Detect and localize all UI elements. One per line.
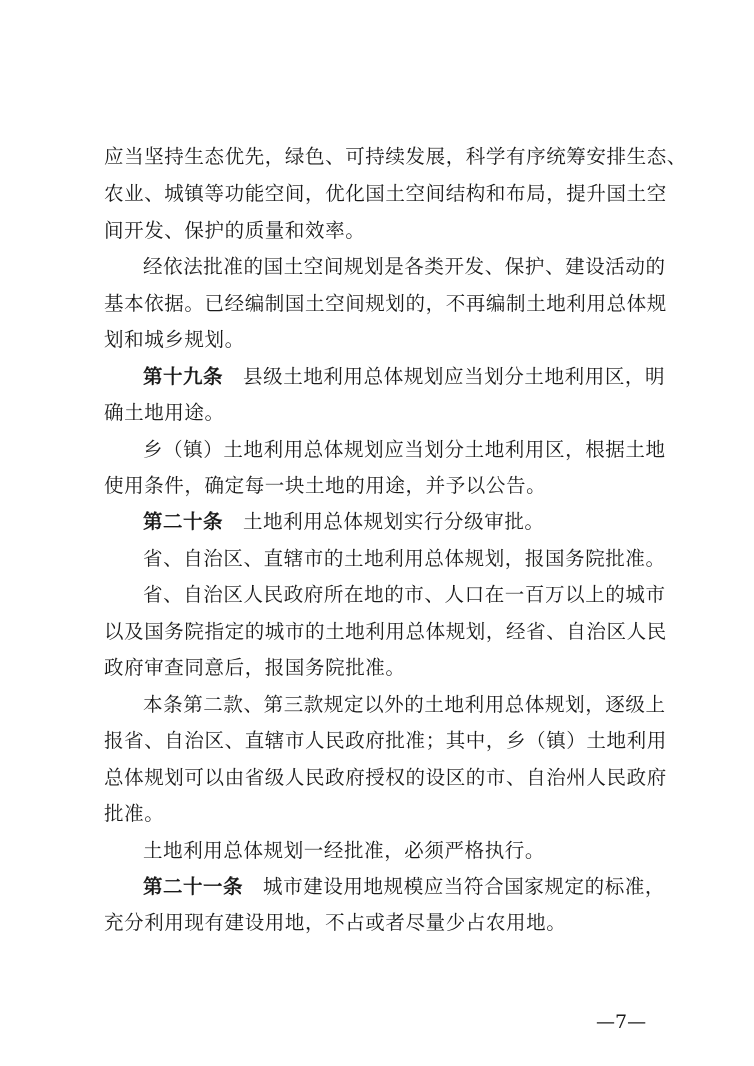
text-line: 使用条件，确定每一块土地的用途，并予以公告。 — [104, 474, 547, 497]
text-line: 乡（镇）土地利用总体规划应当划分土地利用区，根据土地 — [143, 438, 666, 461]
text-span: 土地利用总体规划实行分级审批。 — [243, 510, 545, 533]
text-line: 土地利用总体规划一经批准，必须严格执行。 — [143, 839, 546, 862]
article-heading: 第二十一条 — [143, 875, 244, 898]
text-line: 间开发、保护的质量和效率。 — [104, 219, 366, 242]
text-line: 省、自治区、直辖市的土地利用总体规划，报国务院批准。 — [143, 547, 666, 570]
page-number: —7— — [596, 1011, 647, 1033]
article-paragraph-line — [143, 874, 665, 900]
text-line: 基本依据。已经编制国土空间规划的，不再编制土地利用总体规 — [104, 292, 667, 315]
text-line: 总体规划可以由省级人民政府授权的设区的市、自治州人民政府 — [104, 766, 667, 789]
text-line: 充分利用现有建设用地，不占或者尽量少占农用地。 — [104, 911, 567, 934]
text-line: 政府审查同意后，报国务院批准。 — [104, 656, 406, 679]
article-paragraph-line — [143, 364, 665, 390]
text-span: 县级土地利用总体规划应当划分土地利用区，明 — [243, 365, 666, 388]
text-line: 应当坚持生态优先，绿色、可持续发展，科学有序统筹安排生态、 — [104, 145, 687, 168]
text-span: 城市建设用地规模应当符合国家规定的标准， — [263, 875, 666, 898]
text-line: 报省、自治区、直辖市人民政府批准；其中，乡（镇）土地利用 — [104, 729, 667, 752]
text-line: 本条第二款、第三款规定以外的土地利用总体规划，逐级上 — [143, 693, 666, 716]
text-line: 以及国务院指定的城市的土地利用总体规划，经省、自治区人民 — [104, 620, 667, 643]
text-line: 经依法批准的国土空间规划是各类开发、保护、建设活动的 — [143, 255, 666, 278]
article-heading: 第二十条 — [143, 510, 224, 533]
article-paragraph-line — [143, 509, 545, 535]
text-line: 划和城乡规划。 — [104, 328, 245, 351]
text-line: 批准。 — [104, 802, 165, 825]
text-line: 农业、城镇等功能空间，优化国土空间结构和布局，提升国土空 — [104, 182, 667, 205]
article-heading: 第十九条 — [143, 365, 224, 388]
text-line: 确土地用途。 — [104, 401, 225, 424]
text-line: 省、自治区人民政府所在地的市、人口在一百万以上的城市 — [143, 583, 666, 606]
